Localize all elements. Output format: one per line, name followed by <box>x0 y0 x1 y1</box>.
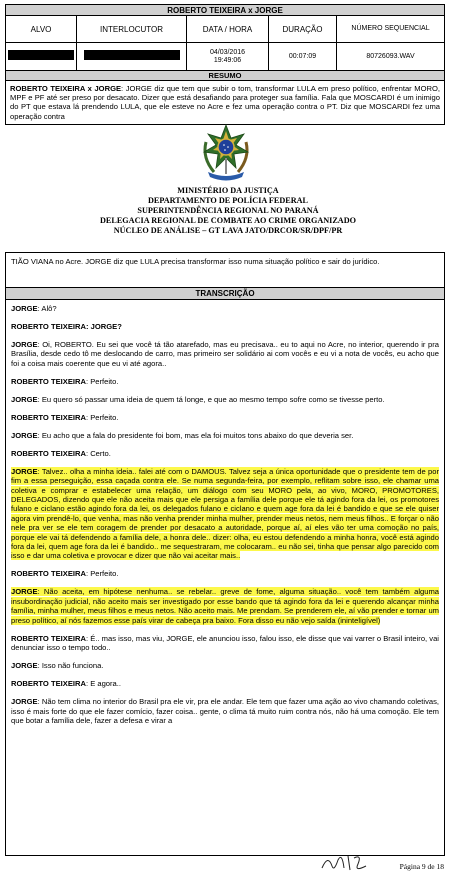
transcript-paragraph <box>11 634 439 653</box>
paragraph-text <box>11 413 118 422</box>
resumo-label: RESUMO <box>6 71 445 81</box>
transcript-table <box>5 252 445 856</box>
header-alvo: ALVO <box>6 16 77 43</box>
page-number: Página 9 de 18 <box>399 862 444 871</box>
paragraph-text <box>11 634 439 652</box>
redaction-bar <box>84 50 180 60</box>
redaction-bar <box>8 50 74 60</box>
paragraph-text <box>11 449 111 458</box>
handwritten-initials <box>318 850 378 874</box>
speech-text: : Oi, ROBERTO. Eu sei que você tá tão atarefado, mas eu precisava.. eu to aqui no Acre, no interior, querendo ir pra Brasília, desde cedo tô me deslocando de carro, mas primeiro ser solidário ai com vocês e eu vi a nota de vocês, eu acho que foi a coisa mais coerente que eu vi até agora.. <box>11 340 439 368</box>
transcript-paragraph <box>11 377 439 386</box>
paragraph-text <box>11 340 439 368</box>
header-interlocutor: INTERLOCUTOR <box>77 16 187 43</box>
transcript-paragraph <box>11 413 439 422</box>
speaker-name: JORGE <box>11 430 38 440</box>
speaker-name: ROBERTO TEIXEIRA <box>11 569 86 579</box>
transcript-paragraph <box>11 587 439 625</box>
transcript-paragraph <box>11 322 439 331</box>
transcript-body <box>6 300 444 856</box>
paragraph-text <box>11 679 121 688</box>
paragraph-text <box>11 395 385 404</box>
highlighted-text <box>11 467 439 561</box>
paragraph-text <box>11 697 439 725</box>
transcript-paragraph <box>11 679 439 688</box>
letterhead-superintendency: SUPERINTENDÊNCIA REGIONAL NO PARANÁ <box>137 206 319 215</box>
speech-text: : É.. mas isso, mas viu, JORGE, ele anunciou isso, falou isso, ele disse que vai varrer o Brasil inteiro, vai denunciar isso o tempo todo.. <box>11 633 439 653</box>
transcript-paragraph <box>11 697 439 725</box>
transcript-paragraph <box>11 340 439 368</box>
speaker-name: JORGE <box>11 394 38 404</box>
paragraph-text <box>11 377 118 386</box>
letterhead <box>0 186 456 236</box>
transcript-paragraph <box>11 304 439 313</box>
transcript-paragraph <box>11 449 439 458</box>
call-info-table <box>5 4 445 125</box>
letterhead-ministry: MINISTÉRIO DA JUSTIÇA <box>177 186 279 195</box>
duracao-cell: 00:07:09 <box>269 43 337 71</box>
speaker-name: ROBERTO TEIXEIRA <box>11 633 86 643</box>
speaker-name: JORGE <box>11 304 38 313</box>
speech-text: : Perfeito. <box>85 412 119 422</box>
speaker-name: ROBERTO TEIXEIRA <box>11 322 86 331</box>
numero-cell: 80726093.WAV <box>337 43 445 71</box>
speech-text: : Perfeito. <box>85 569 119 579</box>
speaker-name: JORGE <box>11 587 38 597</box>
speaker-name: ROBERTO TEIXEIRA <box>11 412 86 422</box>
brazil-coat-of-arms-icon <box>198 122 254 184</box>
speech-text: : JORGE? <box>85 322 122 331</box>
letterhead-department: DEPARTAMENTO DE POLÍCIA FEDERAL <box>147 196 309 205</box>
letterhead-nucleo: NÚCLEO DE ANÁLISE – GT LAVA JATO/DRCOR/SR/DPF/PR <box>113 226 343 235</box>
speech-text: : E agora.. <box>85 679 122 689</box>
interlocutor-cell <box>77 43 187 71</box>
speaker-name: JORGE <box>11 466 38 476</box>
speaker-name: ROBERTO TEIXEIRA <box>11 679 86 689</box>
paragraph-text <box>11 661 103 670</box>
transcript-paragraph <box>11 431 439 440</box>
paragraph-text <box>11 304 57 313</box>
highlighted-text <box>11 587 439 624</box>
transcript-paragraph <box>11 467 439 561</box>
transcript-paragraph <box>11 395 439 404</box>
paragraph-text <box>11 322 122 331</box>
speaker-name: ROBERTO TEIXEIRA <box>11 376 86 386</box>
speech-text: : Não aceita, em hipótese nenhuma.. se rebelar.. greve de fome, alguma situação.. você tem também alguma insubordinação judicial, não aceito mais ser investigado por esse bando que tá agindo fora da lei e querendo alcançar minha família, minha mulher, meus filhos e meus netos. Não aceito mais. Me prendam. Se prenderem ele, aí vão prender e tornar um preso político, aí nós fazemos esse país virar de cabeça pra baixo. Fora disso eu não vejo saída (ininteligível) <box>11 587 439 625</box>
speech-text: : Isso não funciona. <box>37 661 104 671</box>
alvo-cell <box>6 43 77 71</box>
resumo-body: : JORGE diz que tem que subir o tom, transformar LULA em preso político, enfrentar MORO, MPF e PF até ser preso por desacato. Dizer que está desafiando para proteger sua família. Fala que MOSCARDI é um inimigo do PT que estava lá prendendo LULA, que ele esteve no Acre e fez uma operação contra o PT. Diz que MOSCARDI fez uma operação contra <box>10 84 440 121</box>
paragraph-text <box>11 431 353 440</box>
speech-text: : Alô? <box>37 304 57 313</box>
call-time: 19:49:06 <box>213 56 242 64</box>
speech-text: : Talvez.. olha a minha ideia.. falei até com o DAMOUS. Talvez seja a única oportunidade que o presidente tem de por fim a essa perseguição, essa caçada contra ele. Se numa segunda-feira, por exemplo, reflitam sobre isso, ele chamar uma coletiva e comprar e estabelecer uma relação, um diálogo com seu MORO pela, ao vivo, MORO, PROMOTORES, DELEGADOS, dizendo que ele não aceita mais que ele persiga a família dele porque ele tá agindo fora da lei, os promotores fulano e ciclano estão agindo fora da lei, os delegados fulano e ciclano e quem age fora da lei é bandido e que se ele quiser agora vim prendê-lo, que venha, mas não venha prender minha mulher, prender meus netos, nem meus filhos.. E forçar o não nele pra ver se ele tem coragem de prender por desacato a autoridade, porque aí, aí eles vão ter uma comoção no país, porque ele vai tá defendendo a família dele, a honra dele.. dizer: olha, eu estou defendendo a minha honra, você está agindo fora da lei, quem age fora da lei é bandido.. me sequestraram, me colocaram.. eu não sei, tinha que pensar algo parecido com isso e dar uma coletiva e provocar e dizer que não vai aceitar mais.. <box>11 466 439 561</box>
data-hora-cell <box>187 43 269 71</box>
call-date: 04/03/2016 <box>209 48 246 56</box>
letterhead-delegacia: DELEGACIA REGIONAL DE COMBATE AO CRIME ORGANIZADO <box>100 216 356 225</box>
resumo-bold: ROBERTO TEIXEIRA x JORGE <box>10 84 122 93</box>
speech-text: : Não tem clima no interior do Brasil pra ele vir, pra ele andar. Ele tem que fazer uma ação ao vivo chamando coletivas, isso é mais forte do que ele fazer comício, fazer coisa.. gente, o clima tá muito ruim contra nós, não há uma comoção. Ele tem que botar a família dele, fazer a defesa e virar a <box>11 697 439 725</box>
speaker-name: ROBERTO TEIXEIRA <box>11 448 86 458</box>
speech-text: : Perfeito. <box>85 376 119 386</box>
resumo-text <box>6 81 445 125</box>
speaker-name: JORGE <box>11 697 38 707</box>
speech-text: : Certo. <box>85 448 111 458</box>
transcript-paragraph <box>11 661 439 670</box>
speech-text: : Eu quero só passar uma ideia de quem tá longe, e que ao mesmo tempo sofre como se tivesse perto. <box>37 394 385 404</box>
header-numero-sequencial: NÚMERO SEQUENCIAL <box>337 16 445 43</box>
speech-text: : Eu acho que a fala do presidente foi bom, mas ela foi muitos tons abaixo do que deveria ser. <box>37 430 354 440</box>
header-duracao: DURAÇÃO <box>269 16 337 43</box>
speaker-name: JORGE <box>11 340 38 349</box>
speaker-name: JORGE <box>11 661 38 671</box>
paragraph-text <box>11 569 118 578</box>
header-data-hora: DATA / HORA <box>187 16 269 43</box>
transcript-heading: TRANSCRIÇÃO <box>6 288 444 300</box>
summary-continuation: TIÃO VIANA no Acre. JORGE diz que LULA precisa transformar isso numa situação político e sair do jurídico. <box>6 253 444 288</box>
table-title: ROBERTO TEIXEIRA x JORGE <box>6 5 445 16</box>
transcript-paragraph <box>11 569 439 578</box>
